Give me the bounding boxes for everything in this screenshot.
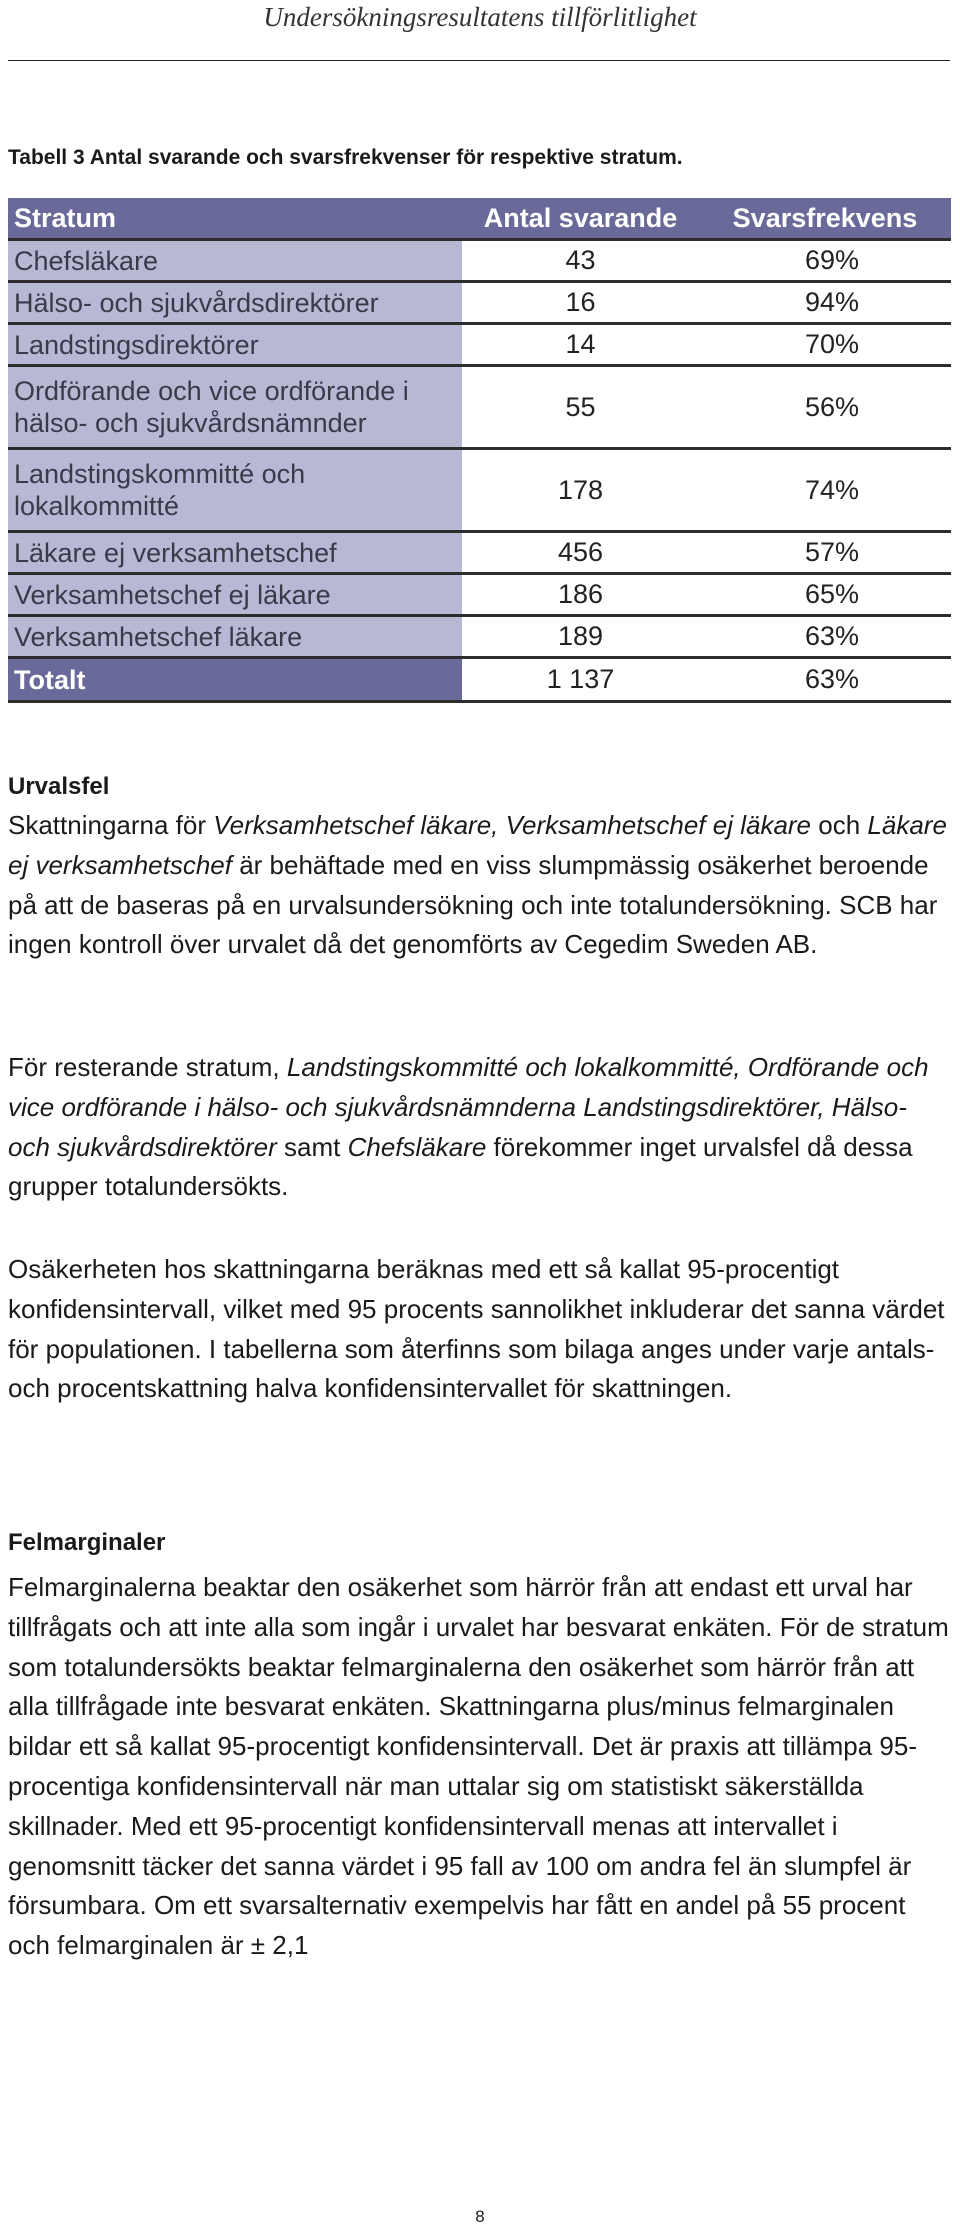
table-caption: Tabell 3 Antal svarande och svarsfrekvenser för respektive stratum. [8, 146, 683, 169]
table-row [8, 449, 951, 532]
stratum-cell: Landstingsdirektörer [8, 324, 462, 366]
table-row [8, 574, 951, 616]
text-run: och [818, 810, 868, 840]
stratum-line: Ordförande och vice ordförande i [14, 376, 409, 406]
running-header: Undersökningsresultatens tillförlitlighet [263, 2, 697, 32]
rate-cell: 57% [699, 532, 951, 574]
text-run: förekommer inget urvalsfel då dessa grupper totalundersökts. [8, 1131, 913, 1202]
section-heading-urvalsfel: Urvalsfel [8, 773, 110, 800]
text-run-italic: Verksamhetschef läkare, Verksamhetschef ej läkare [213, 810, 812, 840]
text-run: Skattningarna för [8, 810, 214, 840]
paragraph: Felmarginalerna beaktar den osäkerhet som härrör från att endast ett urval har tillfrågats och att inte alla som ingår i urvalet har besvarat enkäten. För de stratum som totalundersökts beaktar felmarginalerna den osäkerhet som härrör från att alla tillfrågade inte besvarat enkäten. Skattningarna plus/minus felmarginalen bildar ett så kallat 95-procentigt konfidensintervall. Det är praxis att tillämpa 95-procentiga konfidensintervall när man uttalar sig om statistiskt säkerställda skillnader. Med ett 95-procentigt konfidensintervall menas att intervallet i genomsnitt täcker det sanna värdet i 95 fall av 100 om andra fel än slumpfel är försumbara. Om ett svarsalternativ exempelvis har fått en andel på 55 procent och felmarginalen är ± 2,1 [8, 1572, 949, 1961]
total-count-cell: 1 137 [462, 658, 699, 702]
rate-cell: 69% [699, 240, 951, 282]
stratum-cell: Verksamhetschef ej läkare [8, 574, 462, 616]
table-total-row [8, 658, 951, 702]
rate-cell: 63% [699, 616, 951, 658]
table-header-row [8, 198, 951, 240]
rate-cell: 70% [699, 324, 951, 366]
text-run: samt [276, 1131, 348, 1162]
stratum-cell: Hälso- och sjukvårdsdirektörer [8, 282, 462, 324]
paragraph [8, 1048, 953, 1207]
total-rate-cell: 63% [699, 658, 951, 702]
count-cell: 189 [462, 616, 699, 658]
stratum-cell: Verksamhetschef läkare [8, 616, 462, 658]
paragraph [8, 806, 953, 965]
column-header-stratum: Stratum [8, 198, 462, 240]
text-run-italic: Chefsläkare [347, 1131, 487, 1162]
text-run-italic: Läkare ej verksamhetschef [8, 810, 947, 880]
stratum-cell [8, 449, 462, 532]
table-row [8, 282, 951, 324]
count-cell: 43 [462, 240, 699, 282]
table-row [8, 240, 951, 282]
text-run: För resterande stratum, [8, 1052, 287, 1082]
count-cell: 178 [462, 449, 699, 532]
section-heading-felmarginaler: Felmarginaler [8, 1529, 166, 1556]
table-row [8, 366, 951, 449]
stratum-line: Landstingskommitté och [14, 459, 306, 489]
column-header-count: Antal svarande [462, 198, 699, 240]
stratum-cell: Läkare ej verksamhetschef [8, 532, 462, 574]
text-run: är behäftade med en viss slumpmässig osäkerhet beroende på att de baseras på en urvalsundersökning och inte totalundersökning. SCB har ingen kontroll över urvalet då det genomförts av Cegedim Sweden AB. [8, 849, 938, 960]
page-number: 8 [475, 2207, 485, 2226]
count-cell: 55 [462, 366, 699, 449]
count-cell: 14 [462, 324, 699, 366]
response-table [8, 198, 951, 703]
header-rule [8, 60, 950, 61]
paragraph: Osäkerheten hos skattningarna beräknas med ett så kallat 95-procentigt konfidensintervall, vilket med 95 procents sannolikhet inkluderar det sanna värdet för populationen. I tabellerna som återfinns som bilaga anges under varje antals- och procentskattning halva konfidensintervallet för skattningen. [8, 1254, 945, 1404]
rate-cell: 56% [699, 366, 951, 449]
rate-cell: 94% [699, 282, 951, 324]
stratum-cell [8, 366, 462, 449]
count-cell: 186 [462, 574, 699, 616]
stratum-line: lokalkommitté [14, 491, 180, 521]
count-cell: 456 [462, 532, 699, 574]
stratum-line: hälso- och sjukvårdsnämnder [14, 408, 367, 438]
rate-cell: 65% [699, 574, 951, 616]
table-row [8, 532, 951, 574]
table-row [8, 616, 951, 658]
total-label-cell: Totalt [8, 658, 462, 702]
count-cell: 16 [462, 282, 699, 324]
text-run-italic: Landstingskommitté och lokalkommitté, Ordförande och vice ordförande i hälso- och sjukvårdsnämnderna Landstingsdirektörer, Hälso- och sjukvårdsdirektörer [8, 1052, 929, 1162]
table-row [8, 324, 951, 366]
stratum-cell: Chefsläkare [8, 240, 462, 282]
rate-cell: 74% [699, 449, 951, 532]
column-header-rate: Svarsfrekvens [699, 198, 951, 240]
